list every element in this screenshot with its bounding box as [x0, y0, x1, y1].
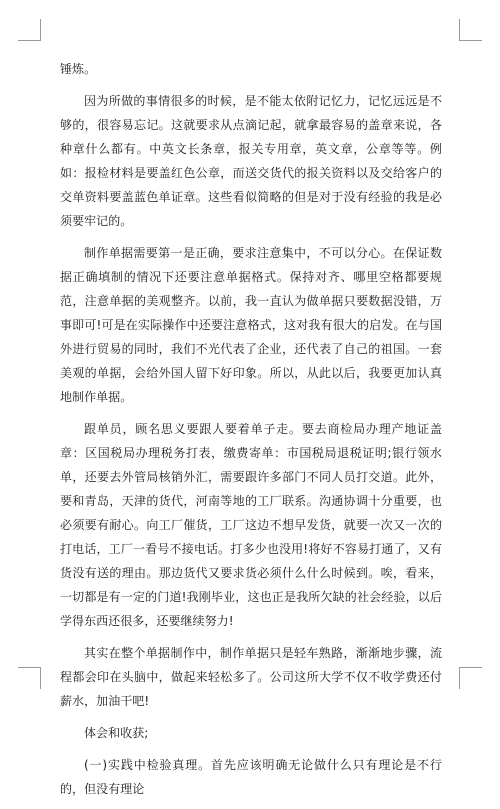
paragraph-practice: (一)实践中检验真理。首先应该明确无论做什么只有理论是不行的，但没有理论 — [60, 758, 442, 796]
paragraph-continuation: 锤炼。 — [60, 62, 97, 76]
crop-mark-bottom-left — [40, 667, 41, 689]
crop-mark-bottom-left — [18, 667, 40, 668]
crop-mark-top-right — [459, 19, 460, 41]
paragraph-summary: 其实在整个单据制作中，制作单据只是轻车熟路，渐渐地步骤，流程都会印在头脑中，做起来轻松多了。公司这所大学不仅不收学费还付薪水，加油干吧! — [60, 646, 442, 708]
document-body — [60, 57, 442, 809]
section-heading: 体会和收获; — [84, 726, 149, 740]
crop-mark-bottom-right — [460, 667, 482, 668]
crop-mark-top-left — [40, 19, 41, 41]
crop-mark-top-left — [18, 40, 40, 41]
paragraph-merchandiser: 跟单员，顾名思义要跟人要着单子走。要去商检局办理产地证盖章：区国税局办理税务打表，缴费寄单：市国税局退税证明;银行领水单，还要去外管局核销外汇，需要跟许多部门不同人员打交道。此外，要和青岛，天津的货代，河南等地的工厂联系。沟通协调十分重要，也必须要有耐心。向工厂催货，工厂这边不想早发货，就要一次又一次的打电话，工厂一看号不接电话。打多少也没用!将好不容易打通了，又有货没有送的理由。那边货代又要求货必须什么什么时候到。唉，看来，一切都是有一定的门道!我刚毕业，这也正是我所欠缺的社会经验，以后学得东西还很多，还要继续努力! — [60, 422, 442, 628]
paragraph-document-making: 制作单据需要第一是正确，要求注意集中，不可以分心。在保证数据正确填制的情况下还要注意单据格式。保持对齐、哪里空格都要规范，注意单据的美观整齐。以前，我一直认为做单据只要数据没错，万事即可!可是在实际操作中还要注意格式，这对我有很大的启发。在与国外进行贸易的同时，我们不光代表了企业，还代表了自己的祖国。一套美观的单据，会给外国人留下好印象。所以，从此以后，我要更加认真地制作单据。 — [60, 246, 442, 404]
crop-mark-top-right — [460, 40, 482, 41]
paragraph-memory: 因为所做的事情很多的时候，是不能太依附记忆力，记忆远远是不够的，很容易忘记。这就要求从点滴记起，就拿最容易的盖章来说，各种章什么都有。中英文长条章，报关专用章，英文章，公章等等。例如：报检材料是要盖红色公章，而送交货代的报关资料以及交给客户的交单资料要盖蓝色单证章。这些看似简略的但是对于没有经验的我是必须要牢记的。 — [60, 94, 442, 228]
crop-mark-bottom-right — [459, 667, 460, 689]
